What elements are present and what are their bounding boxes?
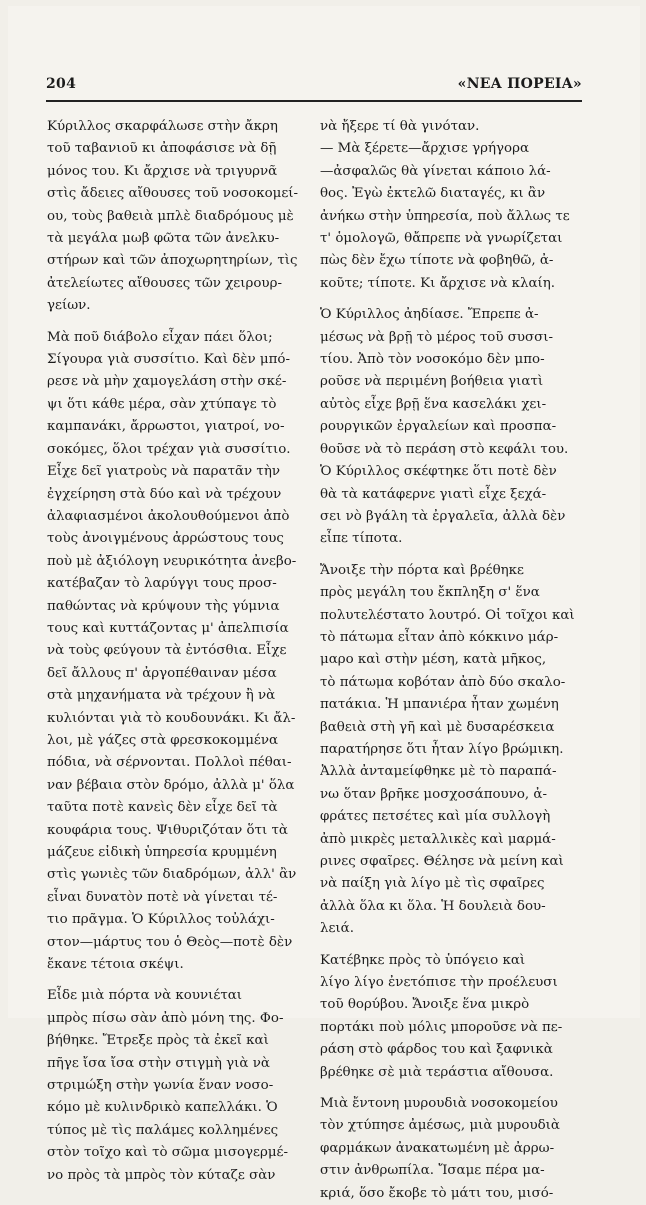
text-line: ταῦτα ποτὲ κανεὶς δὲν εἶχε δεῖ τὰ (47, 800, 278, 816)
text-line: ράση στὸ φάρδος του καὶ ξαφνικὰ (320, 1042, 553, 1058)
text-line: κοῦτε; τίποτε. Κι ἄρχισε νὰ κλαίη. (320, 275, 556, 291)
text-line: στὶς ἄδειες αἴθουσες τοῦ νοσοκομεί- (47, 186, 299, 202)
paragraph (320, 560, 592, 941)
paragraph-gap (320, 1084, 592, 1093)
text-line: ἐγχείρηση στὰ δύο καὶ νὰ τρέχουν (47, 486, 282, 502)
text-line: νω ὅταν βρῆκε μοσχοσάπουνο, ἀ- (320, 786, 547, 802)
text-line: τοὺς ἀνοιγμένους ἀρρώστους τους (47, 531, 284, 547)
text-line: γείων. (47, 298, 91, 314)
text-line: μόνος του. Κι ἄρχισε νὰ τριγυρνᾶ (47, 163, 278, 179)
paragraph (47, 327, 319, 977)
text-line: ἀλλὰ ὅλα κι ὅλα. Ἡ δουλειὰ δου- (320, 898, 546, 914)
text-line: Κατέβηκε πρὸς τὸ ὑπόγειο καὶ (320, 952, 526, 968)
text-line: πρὸς μεγάλη του ἔκπληξη σ' ἕνα (320, 585, 540, 601)
text-line: παρατήρησε ὅτι ἦταν λίγο βρώμικη. (320, 741, 564, 757)
text-line: τους καὶ κυττάζοντας μ' ἀπελπισία (47, 620, 289, 636)
paragraph (320, 304, 592, 550)
text-line: θὰ τὰ κατάφερνε γιατὶ εἶχε ξεχά- (320, 486, 547, 502)
text-line: ἀτελείωτες αἴθουσες τῶν χειρουρ- (47, 275, 282, 291)
text-line: ψι ὅτι κάθε μέρα, σὰν χτύπαγε τὸ (47, 396, 277, 412)
text-line: τοῦ ταβανιοῦ κι ἀποφάσισε νὰ δῇ (47, 141, 277, 157)
text-line: στὰ μηχανήματα νὰ τρέχουν ἢ νὰ (47, 688, 276, 704)
text-line: —ἀσφαλῶς θὰ γίνεται κάποιο λά- (320, 163, 551, 179)
text-line: βαθειὰ στὴ γῆ καὶ μὲ δυσαρέσκεια (320, 719, 555, 735)
text-line: πὼς δὲν ἔχω τίποτε νὰ φοβηθῶ, ἀ- (320, 253, 554, 269)
text-line: — Μὰ ξέρετε—ἄρχισε γρήγορα (320, 141, 530, 157)
text-line: Ἀλλὰ ἀνταμείφθηκε μὲ τὸ παραπά- (320, 764, 557, 780)
text-line: βρέθηκε σὲ μιὰ τεράστια αἴθουσα. (320, 1064, 554, 1080)
text-line: Ὁ Κύριλλος σκέφτηκε ὅτι ποτὲ δὲν (320, 464, 557, 480)
text-line: σει νὸ βγάλη τὰ ἐργαλεῖα, ἀλλὰ δὲν (320, 508, 566, 524)
text-line: τύπος μὲ τὶς παλάμες κολλημένες (47, 1122, 279, 1138)
text-line: ναν βέβαια στὸν δρόμο, ἀλλὰ μ' ὅλα (47, 777, 295, 793)
text-line: θος. Ἐγὼ ἐκτελῶ διαταγές, κι ἂν (320, 186, 546, 202)
text-line: φαρμάκων ἀνακατωμένη μὲ ἀρρω- (320, 1140, 555, 1156)
text-line: Σίγουρα γιὰ συσσίτιο. Καὶ δὲν μπό- (47, 352, 290, 368)
text-line: ρουργικῶν ἐργαλείων καὶ προσπα- (320, 419, 557, 435)
text-line: στιν ἀνθρωπίλα. Ἴσαμε πέρα μα- (320, 1163, 545, 1179)
page-number: 204 (46, 76, 77, 92)
text-line: τὸν χτύπησε ἀμέσως, μιὰ μυρουδιὰ (320, 1118, 560, 1134)
text-line: πολυτελέστατο λουτρό. Οἱ τοῖχοι καὶ (320, 607, 575, 623)
text-line: τιο πρᾶγμα. Ὁ Κύριλλος τοὐλάχι- (47, 912, 275, 928)
paragraph (320, 116, 592, 295)
text-line: εἶπε τίποτα. (320, 531, 403, 547)
text-line: ρινες σφαῖρες. Θέλησε νὰ μείνη καὶ (320, 854, 564, 869)
paragraph-gap (320, 941, 592, 950)
text-line: μπρὸς πίσω σὰν ἀπὸ μόνη της. Φο- (47, 1010, 284, 1026)
text-line: παθώντας νὰ κρύψουν τὴς γύμνια (47, 598, 280, 614)
text-line: κυλιόνται γιὰ τὸ κουδουνάκι. Κι ἄλ- (47, 710, 296, 726)
text-line: Μιὰ ἔντονη μυρουδιὰ νοσοκομείου (320, 1096, 558, 1112)
text-line: πῆγε ἴσα ἴσα στὴν στιγμὴ γιὰ νὰ (47, 1055, 270, 1071)
paragraph-gap (320, 295, 592, 304)
text-column-left (47, 116, 319, 1187)
text-line: ἔκανε τέτοια σκέψι. (47, 957, 184, 973)
text-line: Εἶχε δεῖ γιατροὺς νὰ παρατᾶν τὴν (47, 464, 280, 480)
paragraph (47, 116, 319, 318)
text-line: τ' ὁμολογῶ, θἄπρεπε νὰ γνωρίζεται (320, 231, 563, 247)
text-line: στὸν τοῖχο καὶ τὸ σῶμα μισογερμέ- (47, 1145, 288, 1161)
text-line: λίγο λίγο ἐνετόπισε τὴν προέλευσι (320, 975, 558, 991)
text-line: νὰ τοὺς φεύγουν τὰ ἐντόσθια. Εἶχε (47, 643, 287, 659)
text-line: Εἶδε μιὰ πόρτα νὰ κουνιέται (47, 988, 243, 1004)
text-line: ου, τοὺς βαθειὰ μπλὲ διαδρόμους μὲ (47, 208, 294, 224)
text-line: στήρων καὶ τῶν ἀποχωρητηρίων, τὶς (47, 253, 298, 269)
paragraph-gap (47, 976, 319, 985)
text-line: ποὺ μὲ ἀξιόλογη νευρικότητα ἀνεβο- (47, 553, 297, 569)
text-line: καμπανάκι, ἄρρωστοι, γιατροί, νο- (47, 419, 285, 435)
header-rule (46, 100, 582, 102)
text-line: στὶς γωνιὲς τῶν διαδρόμων, ἀλλ' ἂν (47, 867, 297, 883)
text-line: βήθηκε. Ἔτρεξε πρὸς τὰ ἐκεῖ καὶ (47, 1033, 269, 1049)
text-line: φράτες πετσέτες καὶ μία συλλογὴ (320, 809, 551, 825)
text-line: τοῦ θορύβου. Ἄνοιξε ἕνα μικρὸ (320, 997, 530, 1013)
text-line: Ἄνοιξε τὴν πόρτα καὶ βρέθηκε (320, 562, 524, 578)
text-line: τίου. Ἀπὸ τὸν νοσοκόμο δὲν μπο- (320, 352, 545, 368)
text-line: μαρο καὶ στὴν μέση, κατὰ μῆκος, (320, 652, 547, 668)
text-line: πορτάκι ποὺ μόλις μποροῦσε νὰ πε- (320, 1019, 563, 1035)
text-line: τὰ μεγάλα μωβ φῶτα τῶν ἀνελκυ- (47, 231, 280, 247)
text-line: νὰ παίξη γιὰ λίγο μὲ τὶς σφαῖρες (320, 876, 545, 892)
text-line: ροῦσε νὰ περιμένη βοήθεια γιατὶ (320, 374, 544, 390)
text-line: στον—μάρτυς του ὁ Θεὸς—ποτὲ δὲν (47, 934, 293, 950)
text-line: κριά, ὅσο ἔκοβε τὸ μάτι του, μισό- (320, 1185, 554, 1201)
text-line: σοκόμες, ὅλοι τρέχαν γιὰ συσσίτιο. (47, 441, 291, 457)
text-line: εἶναι δυνατὸν ποτὲ νὰ γίνεται τέ- (47, 889, 278, 905)
text-line: λειά. (320, 921, 354, 937)
text-column-right (320, 116, 592, 1205)
text-line: θοῦσε νὰ τὸ περάση στὸ κεφάλι του. (320, 441, 569, 457)
text-line: λοι, μὲ γάζες στὰ φρεσκοκομμένα (47, 732, 279, 748)
text-line: τὸ πάτωμα εἶταν ἀπὸ κόκκινο μάρ- (320, 629, 559, 645)
text-line: ρεσε νὰ μὴν χαμογελάση στὴν σκέ- (47, 374, 287, 390)
text-line: μέσως νὰ βρῇ τὸ μέρος τοῦ συσσι- (320, 329, 554, 345)
text-line: κατέβαζαν τὸ λαρύγγι τους προσ- (47, 576, 277, 592)
text-line: Κύριλλος σκαρφάλωσε στὴν ἄκρη (47, 119, 278, 134)
paragraph-gap (320, 551, 592, 560)
running-title: «ΝΕΑ ΠΟΡΕΙΑ» (457, 76, 582, 92)
text-line: κόμο μὲ κυλινδρικὸ καπελλάκι. Ὁ (47, 1100, 278, 1116)
text-line: αὐτὸς εἶχε βρῇ ἕνα κασελάκι χει- (320, 396, 547, 412)
paragraph-gap (47, 318, 319, 327)
text-line: ἀνήκω στὴν ὑπηρεσία, ποὺ ἄλλως τε (320, 208, 570, 224)
text-line: κουφάρια τους. Ψιθυριζόταν ὅτι τὰ (47, 822, 288, 838)
text-line: ἀλαφιασμένοι ἀκολουθούμενοι ἀπὸ (47, 508, 290, 524)
text-line: στριμώξη στὴν γωνία ἕναν νοσο- (47, 1078, 274, 1094)
text-line: Μὰ ποῦ διάβολο εἶχαν πάει ὅλοι; (47, 329, 273, 345)
paragraph (320, 950, 592, 1084)
text-line: πόδια, νὰ σέρνονται. Πολλοὶ πέθαι- (47, 755, 292, 771)
text-line: μάζευε εἰδικὴ ὑπηρεσία κρυμμένη (47, 845, 277, 860)
text-line: νο πρὸς τὰ μπρὸς τὸν κύταζε σὰν (47, 1167, 276, 1183)
text-line: ἀπὸ μικρὲς μεταλλικὲς καὶ μαρμά- (320, 831, 556, 847)
paragraph (320, 1093, 592, 1205)
text-line: νὰ ἤξερε τί θὰ γινόταν. (320, 119, 480, 134)
text-line: πατάκια. Ἡ μπανιέρα ἦταν χωμένη (320, 697, 559, 713)
text-line: Ὁ Κύριλλος ἀηδίασε. Ἔπρεπε ἀ- (320, 307, 539, 323)
text-line: τὸ πάτωμα κοβόταν ἀπὸ δύο σκαλο- (320, 674, 566, 690)
paragraph (47, 985, 319, 1187)
text-line: δεῖ ἄλλους π' ἀργοπέθαιναν μέσα (47, 665, 277, 681)
page-header (46, 74, 582, 96)
